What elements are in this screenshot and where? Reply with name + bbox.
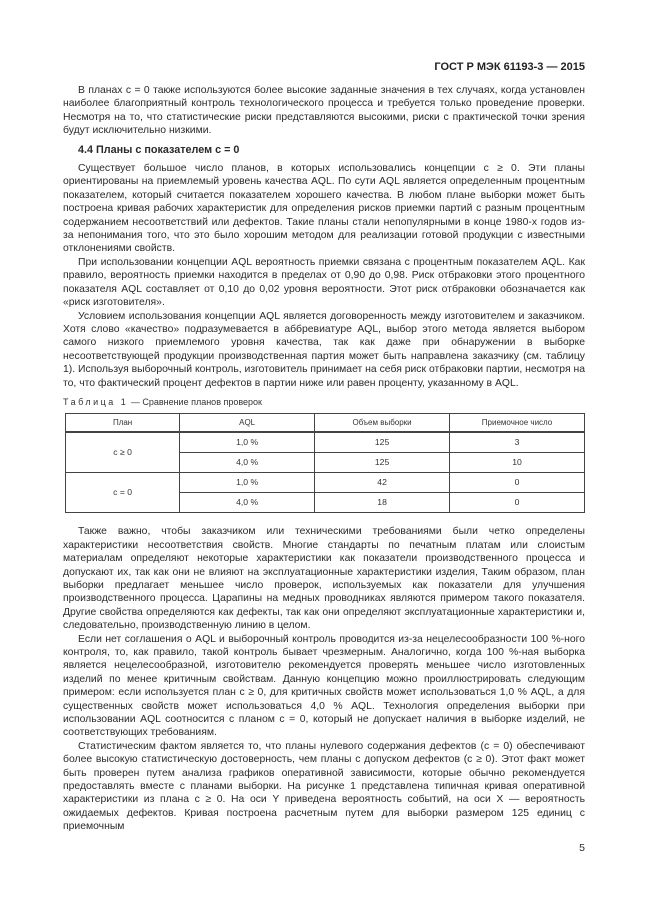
paragraph: Существует большое число планов, в которых использовались концепции c ≥ 0. Эти планы ориентированы на приемлемый уровень качества AQL. По сути AQL является определенным процентным показателем, который считается показателем хорошего качества. В любом плане выборки может быть построена кривая рабочих характеристик для определения рисков приемки партий с разным процентным содержанием несоответствий или дефектов. Такие планы стали непопулярными в конце 1980-х годов из-за непонимания того, что это было хорошим методом для реализации готовой продукции с известными отклонениями свойств. bbox=[63, 163, 585, 255]
table-cell: 125 bbox=[315, 432, 450, 453]
page-body bbox=[63, 84, 585, 834]
table-caption-title: — Сравнение планов проверок bbox=[130, 396, 262, 407]
table-row bbox=[66, 473, 585, 493]
paragraph: Статистическим фактом является то, что планы нулевого содержания дефектов (c = 0) обеспечивают более высокую статистическую достоверность, чем планы с допуском дефектов (c ≥ 0). Этот факт может быть проверен путем анализа графиков оперативной зависимости, которые обычно рекомендуется предоставлять вместе с планами выборки. На рисунке 1 представлена типичная кривая оперативной характеристики из плана c ≥ 0. На оси Y приведена вероятность событий, на оси X — вероятность ожидаемых дефектов. Кривая построена расчетным путем для выборки размером 125 единиц с приемочным bbox=[63, 740, 585, 833]
document-header: ГОСТ Р МЭК 61193-3 — 2015 bbox=[434, 61, 585, 73]
table-cell: 4,0 % bbox=[180, 453, 315, 473]
plan-cell: c = 0 bbox=[66, 473, 180, 513]
table-cell: 4,0 % bbox=[180, 493, 315, 513]
paragraph: При использовании концепции AQL вероятность приемки связана с процентным показателем AQL. Как правило, вероятность приемки находится в пределах от 0,90 до 0,98. Риск отбраковки этого процентного показателя AQL составляет от 0,10 до 0,02 уровня вероятности. Этот риск отбраковки обозначается как «риск изготовителя». bbox=[63, 256, 585, 309]
paragraph: Условием использования концепции AQL является договоренность между изготовителем и заказчиком. Хотя слово «качество» подразумевается в аббревиатуре AQL, выбор этого метода является выбором самого низкого приемлемого уровня качества, так как даже при обнаружении в выборке несоответствующей продукции производственная партия может быть направлена заказчику (см. таблицу 1). Используя выборочный контроль, изготовитель принимает на себя риск отбраковки партии, несмотря на то, что фактический процент дефектов в партии ниже или равен проценту, указанному в AQL. bbox=[63, 310, 585, 389]
column-header: AQL bbox=[180, 414, 315, 433]
table-row bbox=[66, 432, 585, 453]
table-cell: 0 bbox=[450, 473, 585, 493]
table-cell: 1,0 % bbox=[180, 473, 315, 493]
plan-cell: c ≥ 0 bbox=[66, 432, 180, 473]
paragraph: Если нет соглашения о AQL и выборочный контроль проводится из-за нецелесообразности 100 %-ного контроля, то, как правило, такой контроль бывает чрезмерным. Аналогично, когда 100 %-ная выборка является нецелесообразной, изготовителю рекомендуется проверять меньшее число изготовленных изделий по менее критичным свойствам. Данную концепцию можно проиллюстрировать следующим примером: если используется план c ≥ 0, для критичных свойств может использоваться 1,0 % AQL, а для существенных свойств может использоваться 4,0 % AQL. Технология определения выборки при использовании AQL соотносится с планом c = 0, который не допускает наличия в выборке изделий, не соответствующих требованиям. bbox=[63, 633, 585, 739]
section-heading: 4.4 Планы с показателем c = 0 bbox=[78, 143, 240, 156]
comparison-table bbox=[65, 413, 585, 513]
paragraph: Также важно, чтобы заказчиком или техническими требованиями были четко определены характеристики несоответствия свойств. Многие стандарты по печатным платам или слоистым материалам определяют некоторые характеристики как показатели производственного процесса и допускают их, так как они не влияют на эксплуатационные характеристики изделия, Таким образом, план выборки предлагает меньшее число проверок, используемых как показатели для улучшения производственного процесса. Царапины на медных проводниках являются примером такого показателя. Другие свойства определяются как дефекты, так как они определяют эксплуатационные характеристики и, следовательно, производственную линию в целом. bbox=[63, 526, 585, 632]
table-cell: 3 bbox=[450, 432, 585, 453]
table-caption-label: Таблица 1 bbox=[63, 396, 129, 407]
table-cell: 1,0 % bbox=[180, 432, 315, 453]
table-header-row bbox=[66, 414, 585, 433]
column-header: Объем выборки bbox=[315, 414, 450, 433]
column-header: План bbox=[66, 414, 180, 433]
page-number: 5 bbox=[579, 842, 585, 854]
paragraph: В планах c = 0 также используются более высокие заданные значения в тех случаях, когда установлен наиболее благоприятный контроль технологического процесса и требуется только проведение проверки. Несмотря на то, что статистические риски представляются высокими, риски с практической точки зрения будут исключительно низкими. bbox=[63, 85, 585, 137]
table-cell: 18 bbox=[315, 493, 450, 513]
column-header: Приемочное число bbox=[450, 414, 585, 433]
table-caption bbox=[63, 396, 585, 409]
table-cell: 10 bbox=[450, 453, 585, 473]
table-cell: 42 bbox=[315, 473, 450, 493]
table-cell: 125 bbox=[315, 453, 450, 473]
table-cell: 0 bbox=[450, 493, 585, 513]
